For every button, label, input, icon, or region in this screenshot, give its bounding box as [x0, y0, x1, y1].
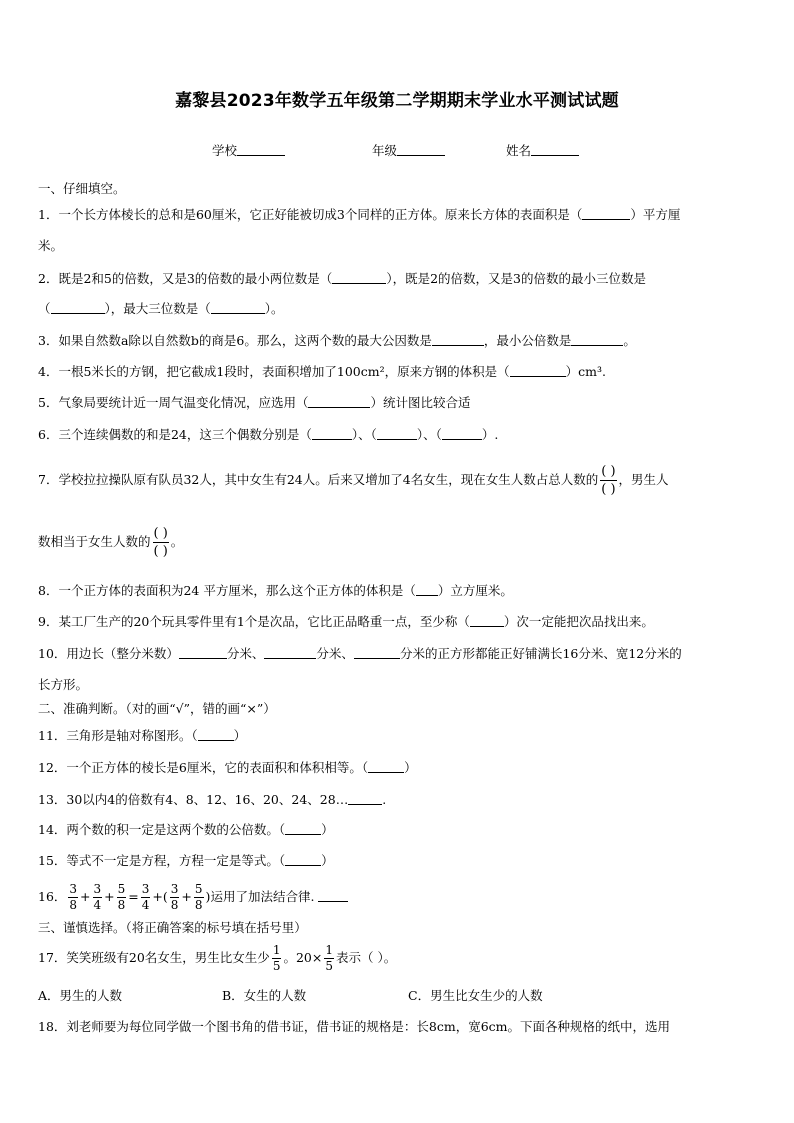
- answer-blank: [510, 364, 566, 377]
- question-12: 12．一个正方体的棱长是6厘米，它的表面积和体积相等。（ ）: [38, 760, 417, 775]
- school-field: [212, 141, 285, 159]
- answer-blank: [198, 728, 234, 741]
- question-7-cont: 数相当于女生人数的 $\frac{( )}{( )}$ 。: [38, 526, 184, 559]
- question-2: 2．既是2和5的倍数，又是3的倍数的最小两位数是（ ），既是2的倍数，又是3的倍数的最小三位数是: [38, 271, 646, 286]
- question-16: 16． $\frac{3}{8}$ + $\frac{3}{4}$ + $\frac{5}{8}$ = $\frac{3}{4}$ +( $\frac{3}{8}$ + $\frac{5}{8}$ )运用了加法结合律.: [38, 879, 756, 915]
- q16-expression: $\frac{3}{8}$ + $\frac{3}{4}$ + $\frac{5}{8}$ = $\frac{3}{4}$ +( $\frac{3}{8}$ + $\frac{5}{8}$ ): [69, 882, 211, 912]
- grade-label: 年级: [372, 143, 398, 158]
- fraction-blank: $\frac{( )}{( )}$: [601, 464, 616, 497]
- question-8: 8．一个正方体的表面积为24 平方厘米，那么这个正方体的体积是（ ）立方厘米。: [38, 583, 513, 598]
- answer-blank: [51, 301, 105, 314]
- question-1-cont: 米。: [38, 238, 64, 253]
- answer-blank: [354, 646, 400, 659]
- name-field: [506, 141, 579, 159]
- question-4: 4．一根5米长的方钢，把它截成1段时，表面积增加了100cm²，原来方钢的体积是（ ）cm³.: [38, 364, 606, 379]
- question-3: 3．如果自然数a除以自然数b的商是6。那么，这两个数的最大公因数是 ，最小公倍数是 。: [38, 333, 636, 348]
- question-14: 14．两个数的积一定是这两个数的公倍数。（ ）: [38, 822, 334, 837]
- grade-field: [372, 141, 445, 159]
- school-label: 学校: [212, 143, 238, 158]
- answer-blank: [332, 271, 386, 284]
- question-17: 17．笑笑班级有20名女生，男生比女生少 $\frac{1}{5}$ 。20× $\frac{1}{5}$ 表示（ ）。: [38, 943, 397, 973]
- fraction-one-fifth: $\frac{1}{5}$: [325, 943, 333, 973]
- answer-blank: [285, 853, 321, 866]
- name-label: 姓名: [506, 143, 532, 158]
- question-5: 5．气象局要统计近一周气温变化情况，应选用（ ）统计图比较合适: [38, 395, 471, 410]
- answer-blank: [377, 427, 417, 440]
- school-blank: [237, 143, 285, 156]
- question-15: 15．等式不一定是方程，方程一定是等式。（ ）: [38, 853, 334, 868]
- question-18: 18．刘老师要为每位同学做一个图书角的借书证，借书证的规格是：长8cm，宽6cm。下面各种规格的纸中，选用: [38, 1019, 671, 1034]
- answer-blank: [348, 792, 382, 805]
- option-a[interactable]: A．男生的人数: [38, 988, 123, 1003]
- answer-blank: [571, 333, 623, 346]
- page-title: 嘉黎县2023年数学五年级第二学期期末学业水平测试试题: [175, 91, 619, 111]
- question-11: 11．三角形是轴对称图形。（ ）: [38, 728, 247, 743]
- name-blank: [531, 143, 579, 156]
- answer-blank: [211, 301, 265, 314]
- section-2-heading: 二、准确判断。（对的画“√”，错的画“×”）: [38, 701, 276, 716]
- question-6: 6．三个连续偶数的和是24，这三个偶数分别是（ ）、（ ）、（ ）.: [38, 427, 499, 442]
- question-10: 10．用边长（整分米数） 分米、 分米、 分米的正方形都能正好铺满长16分米、宽12分米的: [38, 646, 682, 661]
- fraction-blank: $\frac{( )}{( )}$: [153, 526, 168, 559]
- answer-blank: [432, 333, 484, 346]
- section-3-heading: 三、谨慎选择。（将正确答案的标号填在括号里）: [38, 920, 307, 935]
- option-b[interactable]: B．女生的人数: [222, 988, 307, 1003]
- option-c[interactable]: C．男生比女生少的人数: [408, 988, 543, 1003]
- answer-blank: [179, 646, 227, 659]
- section-1-heading: 一、仔细填空。: [38, 181, 126, 196]
- answer-blank: [312, 427, 352, 440]
- question-7: 7．学校拉拉操队原有队员32人，其中女生有24人。后来又增加了4名女生，现在女生人数占总人数的 $\frac{( )}{( )}$ ，男生人: [38, 464, 669, 497]
- answer-blank: [582, 207, 630, 220]
- answer-blank: [285, 822, 321, 835]
- answer-blank: [264, 646, 316, 659]
- fraction-one-fifth: $\frac{1}{5}$: [272, 943, 281, 973]
- answer-blank: [416, 583, 438, 596]
- question-9: 9．某工厂生产的20个玩具零件里有1个是次品，它比正品略重一点，至少称（ ）次一定能把次品找出来。: [38, 614, 654, 629]
- answer-blank: [368, 760, 404, 773]
- grade-blank: [397, 143, 445, 156]
- answer-blank: [442, 427, 482, 440]
- answer-blank: [318, 889, 348, 902]
- question-10-cont: 长方形。: [38, 677, 89, 692]
- answer-blank: [470, 614, 504, 627]
- answer-blank: [308, 395, 370, 408]
- question-13: 13．30以内4的倍数有4、8、12、16、20、24、28… .: [38, 792, 387, 807]
- question-2-cont: （ ），最大三位数是（ ）。: [38, 301, 284, 316]
- question-1: 1．一个长方体棱长的总和是60厘米，它正好能被切成3个同样的正方体。原来长方体的表面积是（ ）平方厘: [38, 207, 681, 222]
